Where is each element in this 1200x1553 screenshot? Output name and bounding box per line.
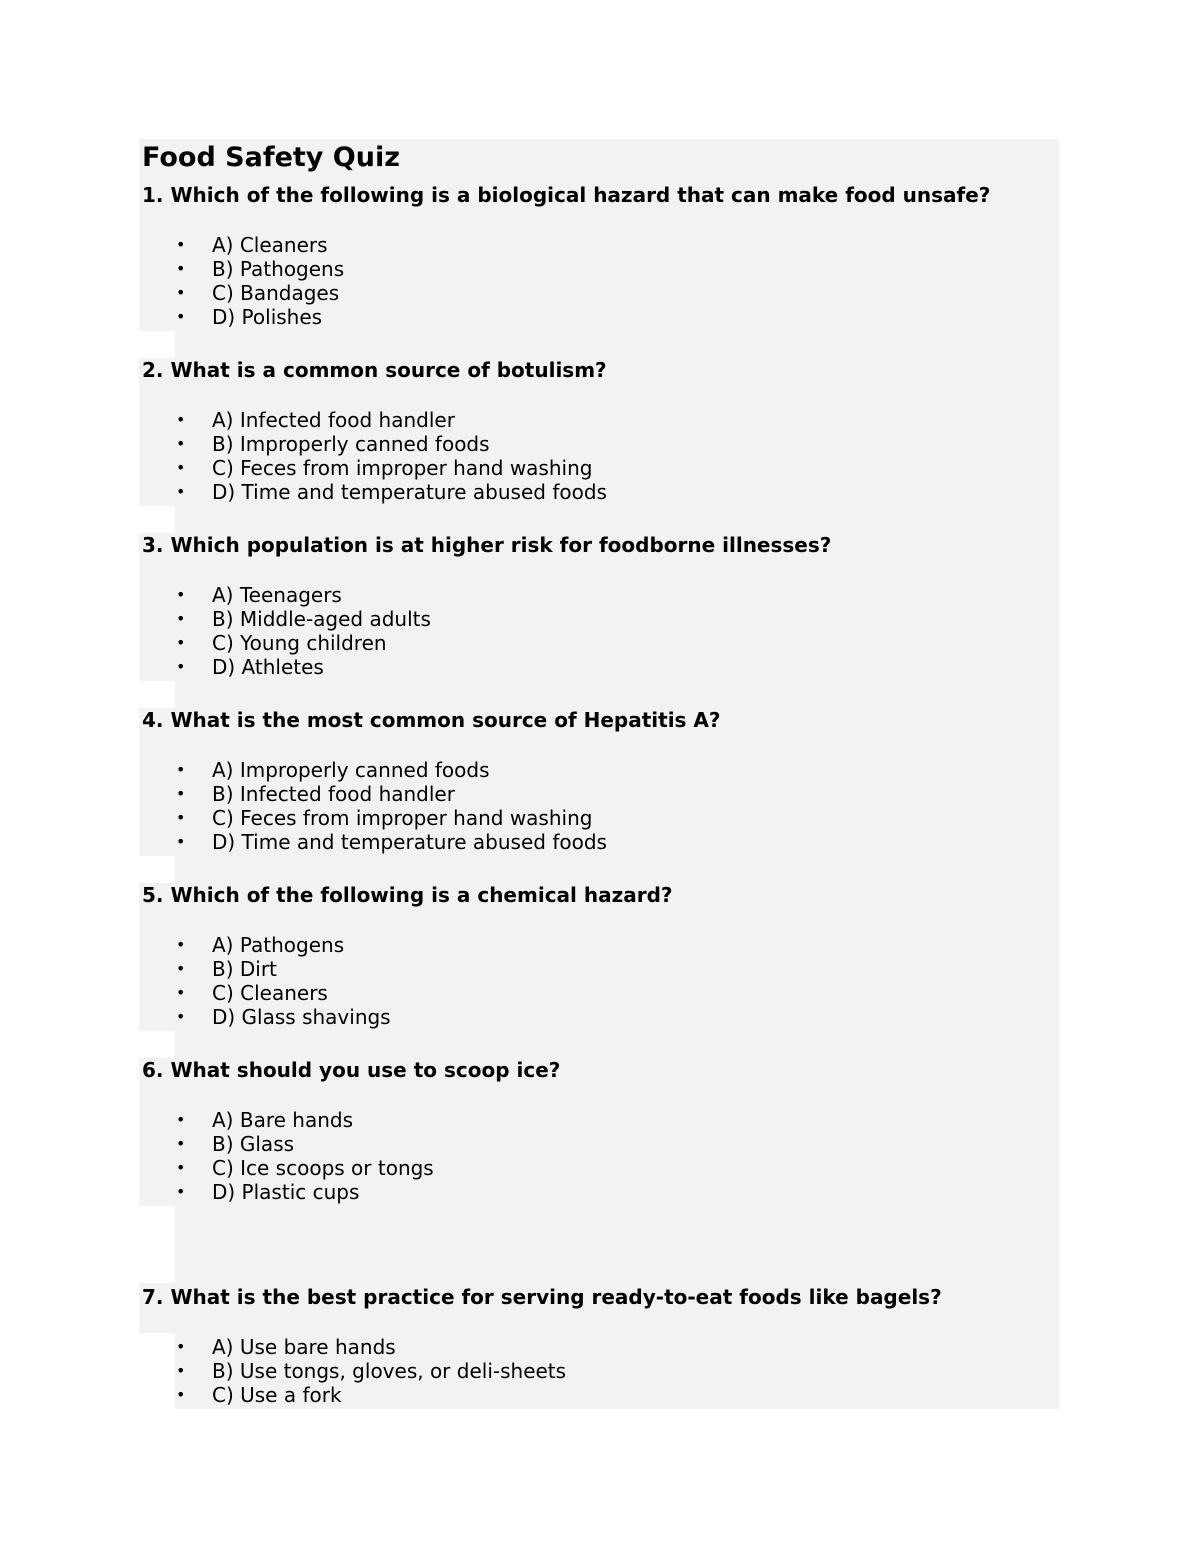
bullet-icon: • [176, 434, 186, 453]
list-item [142, 432, 1058, 456]
list-item [142, 281, 1058, 305]
list-item [142, 1156, 1058, 1180]
bullet-icon: • [176, 1110, 186, 1129]
list-item [142, 583, 1058, 607]
bullet-icon: • [176, 784, 186, 803]
list-item [142, 1180, 1058, 1204]
bullet-icon: • [176, 1134, 186, 1153]
question-2 [142, 358, 1058, 504]
bullet-icon: • [176, 1385, 186, 1404]
list-item [142, 1383, 1058, 1407]
list-item [142, 607, 1058, 631]
option-label: C) Use a fork [212, 1383, 342, 1407]
option-label: D) Plastic cups [212, 1180, 360, 1204]
list-item [142, 631, 1058, 655]
option-label: D) Athletes [212, 655, 324, 679]
option-label: A) Pathogens [212, 933, 345, 957]
bullet-icon: • [176, 458, 186, 477]
shade-q3-gap [175, 680, 1059, 710]
question-text: 1. Which of the following is a biological hazard that can make food unsafe? [142, 183, 991, 207]
list-item [142, 782, 1058, 806]
list-item [142, 408, 1058, 432]
option-label: C) Feces from improper hand washing [212, 806, 593, 830]
bullet-icon: • [176, 410, 186, 429]
bullet-icon: • [176, 585, 186, 604]
question-5 [142, 883, 1058, 1029]
option-label: C) Young children [212, 631, 387, 655]
bullet-icon: • [176, 959, 186, 978]
option-label: C) Feces from improper hand washing [212, 456, 593, 480]
bullet-icon: • [176, 808, 186, 827]
page-title: Food Safety Quiz [142, 142, 400, 173]
list-item [142, 233, 1058, 257]
list-item [142, 957, 1058, 981]
list-item [142, 933, 1058, 957]
bullet-icon: • [176, 983, 186, 1002]
option-label: B) Middle-aged adults [212, 607, 431, 631]
bullet-icon: • [176, 657, 186, 676]
option-label: A) Cleaners [212, 233, 328, 257]
list-item [142, 806, 1058, 830]
option-list [142, 1335, 1058, 1407]
question-1 [142, 183, 1058, 329]
option-label: D) Glass shavings [212, 1005, 391, 1029]
question-text: 6. What should you use to scoop ice? [142, 1058, 561, 1082]
question-text: 7. What is the best practice for serving ready-to-eat foods like bagels? [142, 1285, 942, 1309]
question-text: 4. What is the most common source of Hepatitis A? [142, 708, 721, 732]
bullet-icon: • [176, 832, 186, 851]
question-6 [142, 1058, 1058, 1204]
shade-q1-gap [175, 330, 1059, 360]
bullet-icon: • [176, 1182, 186, 1201]
question-4 [142, 708, 1058, 854]
list-item [142, 981, 1058, 1005]
list-item [142, 1335, 1058, 1359]
question-3 [142, 533, 1058, 679]
option-label: A) Improperly canned foods [212, 758, 490, 782]
option-list [142, 408, 1058, 504]
bullet-icon: • [176, 259, 186, 278]
question-text: 2. What is a common source of botulism? [142, 358, 607, 382]
list-item [142, 1359, 1058, 1383]
shade-q6-gap [175, 1205, 1059, 1285]
shade-q2-gap [175, 505, 1059, 535]
option-label: B) Glass [212, 1132, 295, 1156]
bullet-icon: • [176, 609, 186, 628]
quiz-document [142, 140, 1058, 1407]
bullet-icon: • [176, 482, 186, 501]
option-label: D) Polishes [212, 305, 323, 329]
option-label: D) Time and temperature abused foods [212, 480, 607, 504]
option-label: C) Ice scoops or tongs [212, 1156, 434, 1180]
list-item [142, 1108, 1058, 1132]
option-list [142, 233, 1058, 329]
option-list [142, 583, 1058, 679]
option-label: B) Improperly canned foods [212, 432, 490, 456]
list-item [142, 1132, 1058, 1156]
list-item [142, 480, 1058, 504]
option-label: B) Pathogens [212, 257, 345, 281]
bullet-icon: • [176, 1158, 186, 1177]
list-item [142, 830, 1058, 854]
shade-q5-gap [175, 1030, 1059, 1060]
bullet-icon: • [176, 935, 186, 954]
option-list [142, 933, 1058, 1029]
question-7 [142, 1285, 1058, 1407]
list-item [142, 305, 1058, 329]
option-label: A) Bare hands [212, 1108, 353, 1132]
option-label: C) Bandages [212, 281, 340, 305]
option-label: B) Dirt [212, 957, 277, 981]
bullet-icon: • [176, 1337, 186, 1356]
bullet-icon: • [176, 235, 186, 254]
option-label: B) Use tongs, gloves, or deli-sheets [212, 1359, 567, 1383]
question-text: 3. Which population is at higher risk for foodborne illnesses? [142, 533, 832, 557]
bullet-icon: • [176, 633, 186, 652]
option-label: A) Use bare hands [212, 1335, 396, 1359]
option-label: C) Cleaners [212, 981, 328, 1005]
list-item [142, 257, 1058, 281]
list-item [142, 758, 1058, 782]
option-label: B) Infected food handler [212, 782, 455, 806]
option-list [142, 758, 1058, 854]
bullet-icon: • [176, 760, 186, 779]
option-label: A) Teenagers [212, 583, 342, 607]
bullet-icon: • [176, 1007, 186, 1026]
option-label: D) Time and temperature abused foods [212, 830, 607, 854]
list-item [142, 655, 1058, 679]
bullet-icon: • [176, 1361, 186, 1380]
shade-q4-gap [175, 855, 1059, 885]
bullet-icon: • [176, 307, 186, 326]
list-item [142, 1005, 1058, 1029]
option-label: A) Infected food handler [212, 408, 455, 432]
question-text: 5. Which of the following is a chemical hazard? [142, 883, 673, 907]
option-list [142, 1108, 1058, 1204]
list-item [142, 456, 1058, 480]
bullet-icon: • [176, 283, 186, 302]
